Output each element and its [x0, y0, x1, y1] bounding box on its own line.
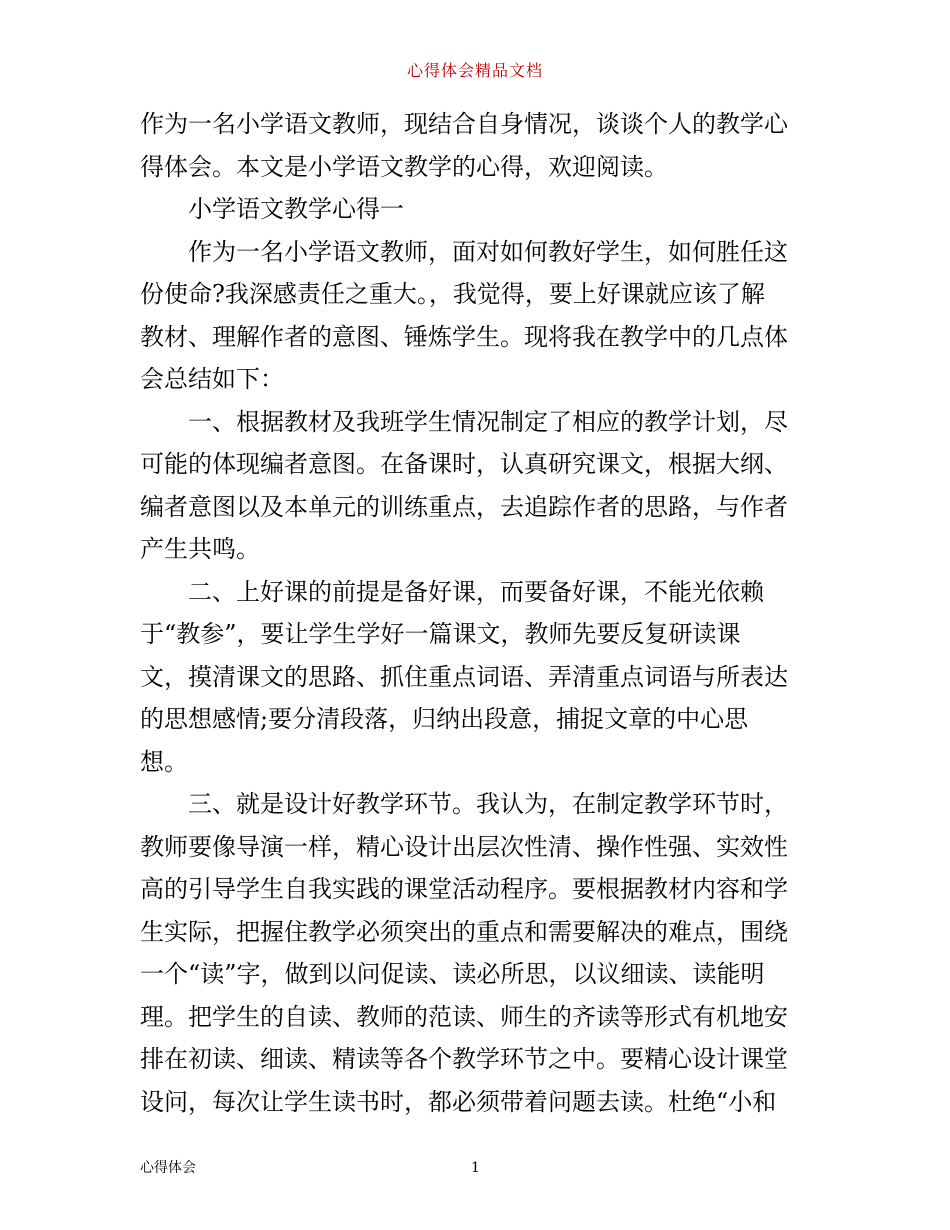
- body-line: 生实际，把握住教学必须突出的重点和需要解决的难点，围绕: [140, 917, 788, 946]
- body-line: 份使命?我深感责任之重大。，我觉得，要上好课就应该了解: [140, 280, 765, 308]
- body-line: 会总结如下：: [140, 365, 284, 393]
- section-heading: 小学语文教学心得一: [188, 195, 404, 223]
- body-line: 作为一名小学语文教师，现结合自身情况，谈谈个人的教学心: [140, 110, 788, 138]
- body-line: 三、就是设计好教学环节。我认为，在制定教学环节时，: [188, 790, 788, 818]
- page-footer: [140, 1158, 812, 1178]
- body-line: 的思想感情;要分清段落，归纳出段意，捕捉文章的中心思: [140, 705, 749, 733]
- body-line: 排在初读、细读、精读等各个教学环节之中。要精心设计课堂: [140, 1045, 788, 1073]
- body-line: 高的引导学生自我实践的课堂活动程序。要根据教材内容和学: [140, 875, 788, 903]
- body-line: 编者意图以及本单元的训练重点，去追踪作者的思路，与作者: [140, 492, 788, 521]
- body-line: 一、根据教材及我班学生情况制定了相应的教学计划，尽: [188, 407, 788, 436]
- body-line: 设问，每次让学生读书时，都必须带着问题去读。杜绝“小和: [140, 1087, 777, 1116]
- body-line: 教师要像导演一样，精心设计出层次性清、操作性强、实效性: [140, 832, 788, 861]
- body-line: 作为一名小学语文教师，面对如何教好学生，如何胜任这: [188, 237, 788, 266]
- body-line: 二、上好课的前提是备好课，而要备好课，不能光依赖: [188, 577, 764, 606]
- body-line: 理。把学生的自读、教师的范读、师生的齐读等形式有机地安: [140, 1002, 788, 1031]
- body-line: 教材、理解作者的意图、锤炼学生。现将我在教学中的几点体: [140, 322, 788, 351]
- footer-label: 心得体会: [140, 1160, 196, 1176]
- body-line: 可能的体现编者意图。在备课时，认真研究课文，根据大纲、: [140, 450, 788, 478]
- body-line: 于“教参”，要让学生学好一篇课文，教师先要反复研读课: [140, 620, 741, 648]
- page-number: 1: [471, 1160, 480, 1176]
- body-line: 得体会。本文是小学语文教学的心得，欢迎阅读。: [140, 152, 668, 181]
- document-body: [140, 103, 812, 1123]
- body-line: 文，摸清课文的思路、抓住重点词语、弄清重点词语与所表达: [140, 662, 788, 691]
- body-line: 想。: [140, 747, 188, 776]
- body-line: 产生共鸣。: [140, 535, 260, 563]
- page-header-title: 心得体会精品文档: [406, 61, 543, 80]
- body-line: 一个“读”字，做到以问促读、读必所思，以议细读、读能明: [140, 960, 765, 988]
